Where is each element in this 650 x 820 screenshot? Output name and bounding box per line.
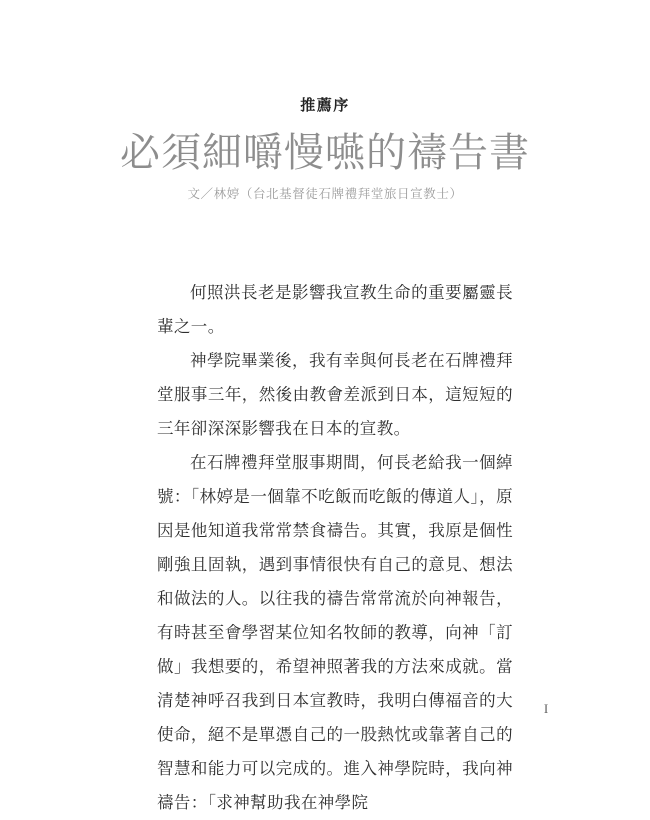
page-number: I: [543, 701, 549, 716]
page-title: 必須細嚼慢嚥的禱告書: [120, 131, 530, 175]
body-text-block: [157, 276, 513, 820]
paragraph: 何照洪長老是影響我宣教生命的重要屬靈長輩之一。: [157, 283, 513, 336]
author-byline: 文／林婷（台北基督徒石牌禮拜堂旅日宣教士）: [187, 187, 463, 201]
section-kicker: 推薦序: [300, 98, 350, 114]
paragraph: 在石牌禮拜堂服事期間，何長老給我一個綽號：「林婷是一個靠不吃飯而吃飯的傳道人」，原因是他知道我常常禁食禱告。其實，我原是個性剛強且固執，遇到事情很快有自己的意見、想法和做法的人。以往我的禱告常常流於向神報告，有時甚至會學習某位知名牧師的教導，向神「訂做」我想要的，希望神照著我的方法來成就。當清楚神呼召我到日本宣教時，我明白傳福音的大使命，絕不是單憑自己的一股熱忱或靠著自己的智慧和能力可以完成的。進入神學院時，我向神禱告：「求神幫助我在神學院: [157, 453, 513, 812]
page-header: [0, 96, 650, 203]
paragraph: 神學院畢業後，我有幸與何長老在石牌禮拜堂服事三年，然後由教會差派到日本，這短短的三年卻深深影響我在日本的宣教。: [157, 351, 513, 438]
